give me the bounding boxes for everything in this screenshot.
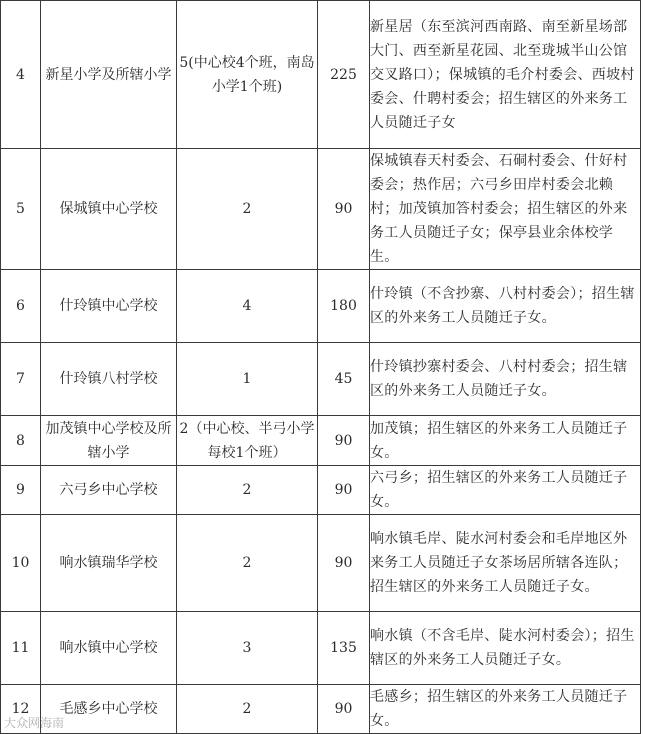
enrollment-count: 90	[318, 149, 370, 270]
row-number: 7	[1, 343, 41, 416]
school-name: 保城镇中心学校	[41, 149, 177, 270]
enrollment-count: 90	[318, 416, 370, 466]
school-name: 响水镇中心学校	[41, 612, 177, 685]
table-row	[1, 343, 641, 416]
enrollment-area: 保城镇春天村委会、石硐村委会、什好村委会；热作居；六弓乡田岸村委会北赖村；加茂镇加答村委会；招生辖区的外来务工人员随迁子女；保亭县业余体校学生。	[370, 149, 641, 270]
enrollment-count: 180	[318, 270, 370, 343]
enrollment-area: 毛感乡；招生辖区的外来务工人员随迁子女。	[370, 685, 641, 734]
table-row	[1, 149, 641, 270]
enrollment-area: 加茂镇；招生辖区的外来务工人员随迁子女。	[370, 416, 641, 466]
class-count: 2	[177, 685, 318, 734]
class-count: 4	[177, 270, 318, 343]
school-name: 加茂镇中心学校及所辖小学	[41, 416, 177, 466]
enrollment-count: 90	[318, 466, 370, 515]
enrollment-count: 45	[318, 343, 370, 416]
school-name: 毛感乡中心学校	[41, 685, 177, 734]
school-name: 响水镇瑞华学校	[41, 515, 177, 612]
class-count: 3	[177, 612, 318, 685]
school-name: 六弓乡中心学校	[41, 466, 177, 515]
school-name: 新星小学及所辖小学	[41, 1, 177, 149]
enrollment-area: 新星居（东至滨河西南路、南至新星场部大门、西至新星花园、北至珑城半山公馆交叉路口）；保城镇的毛介村委会、西坡村委会、什聘村委会；招生辖区的外来务工人员随迁子女	[370, 1, 641, 149]
row-number: 11	[1, 612, 41, 685]
class-count: 2	[177, 515, 318, 612]
enrollment-count: 135	[318, 612, 370, 685]
class-count: 2	[177, 149, 318, 270]
row-number: 4	[1, 1, 41, 149]
enrollment-count: 225	[318, 1, 370, 149]
enrollment-area: 响水镇（不含毛岸、陡水河村委会）；招生辖区的外来务工人员随迁子女。	[370, 612, 641, 685]
row-number: 5	[1, 149, 41, 270]
class-count: 5(中心校4个班，南岛小学1个班)	[177, 1, 318, 149]
table-row	[1, 515, 641, 612]
table-row	[1, 270, 641, 343]
enrollment-area: 什玲镇抄寨村委会、八村村委会；招生辖区的外来务工人员随迁子女。	[370, 343, 641, 416]
row-number: 6	[1, 270, 41, 343]
row-number: 8	[1, 416, 41, 466]
table-row	[1, 685, 641, 734]
enrollment-area: 什玲镇（不含抄寨、八村村委会）；招生辖区的外来务工人员随迁子女。	[370, 270, 641, 343]
table-row	[1, 416, 641, 466]
school-name: 什玲镇中心学校	[41, 270, 177, 343]
school-name: 什玲镇八村学校	[41, 343, 177, 416]
class-count: 2	[177, 466, 318, 515]
enrollment-area: 响水镇毛岸、陡水河村委会和毛岸地区外来务工人员随迁子女茶场居所辖各连队；招生辖区的外来务工人员随迁子女。	[370, 515, 641, 612]
table-row	[1, 466, 641, 515]
enrollment-count: 90	[318, 515, 370, 612]
class-count: 2（中心校、半弓小学每校1个班）	[177, 416, 318, 466]
row-number: 12	[1, 685, 41, 734]
table-row	[1, 1, 641, 149]
enrollment-count: 90	[318, 685, 370, 734]
watermark: 大众网海南	[4, 716, 65, 730]
class-count: 1	[177, 343, 318, 416]
enrollment-area: 六弓乡；招生辖区的外来务工人员随迁子女。	[370, 466, 641, 515]
row-number: 9	[1, 466, 41, 515]
row-number: 10	[1, 515, 41, 612]
table-row	[1, 612, 641, 685]
